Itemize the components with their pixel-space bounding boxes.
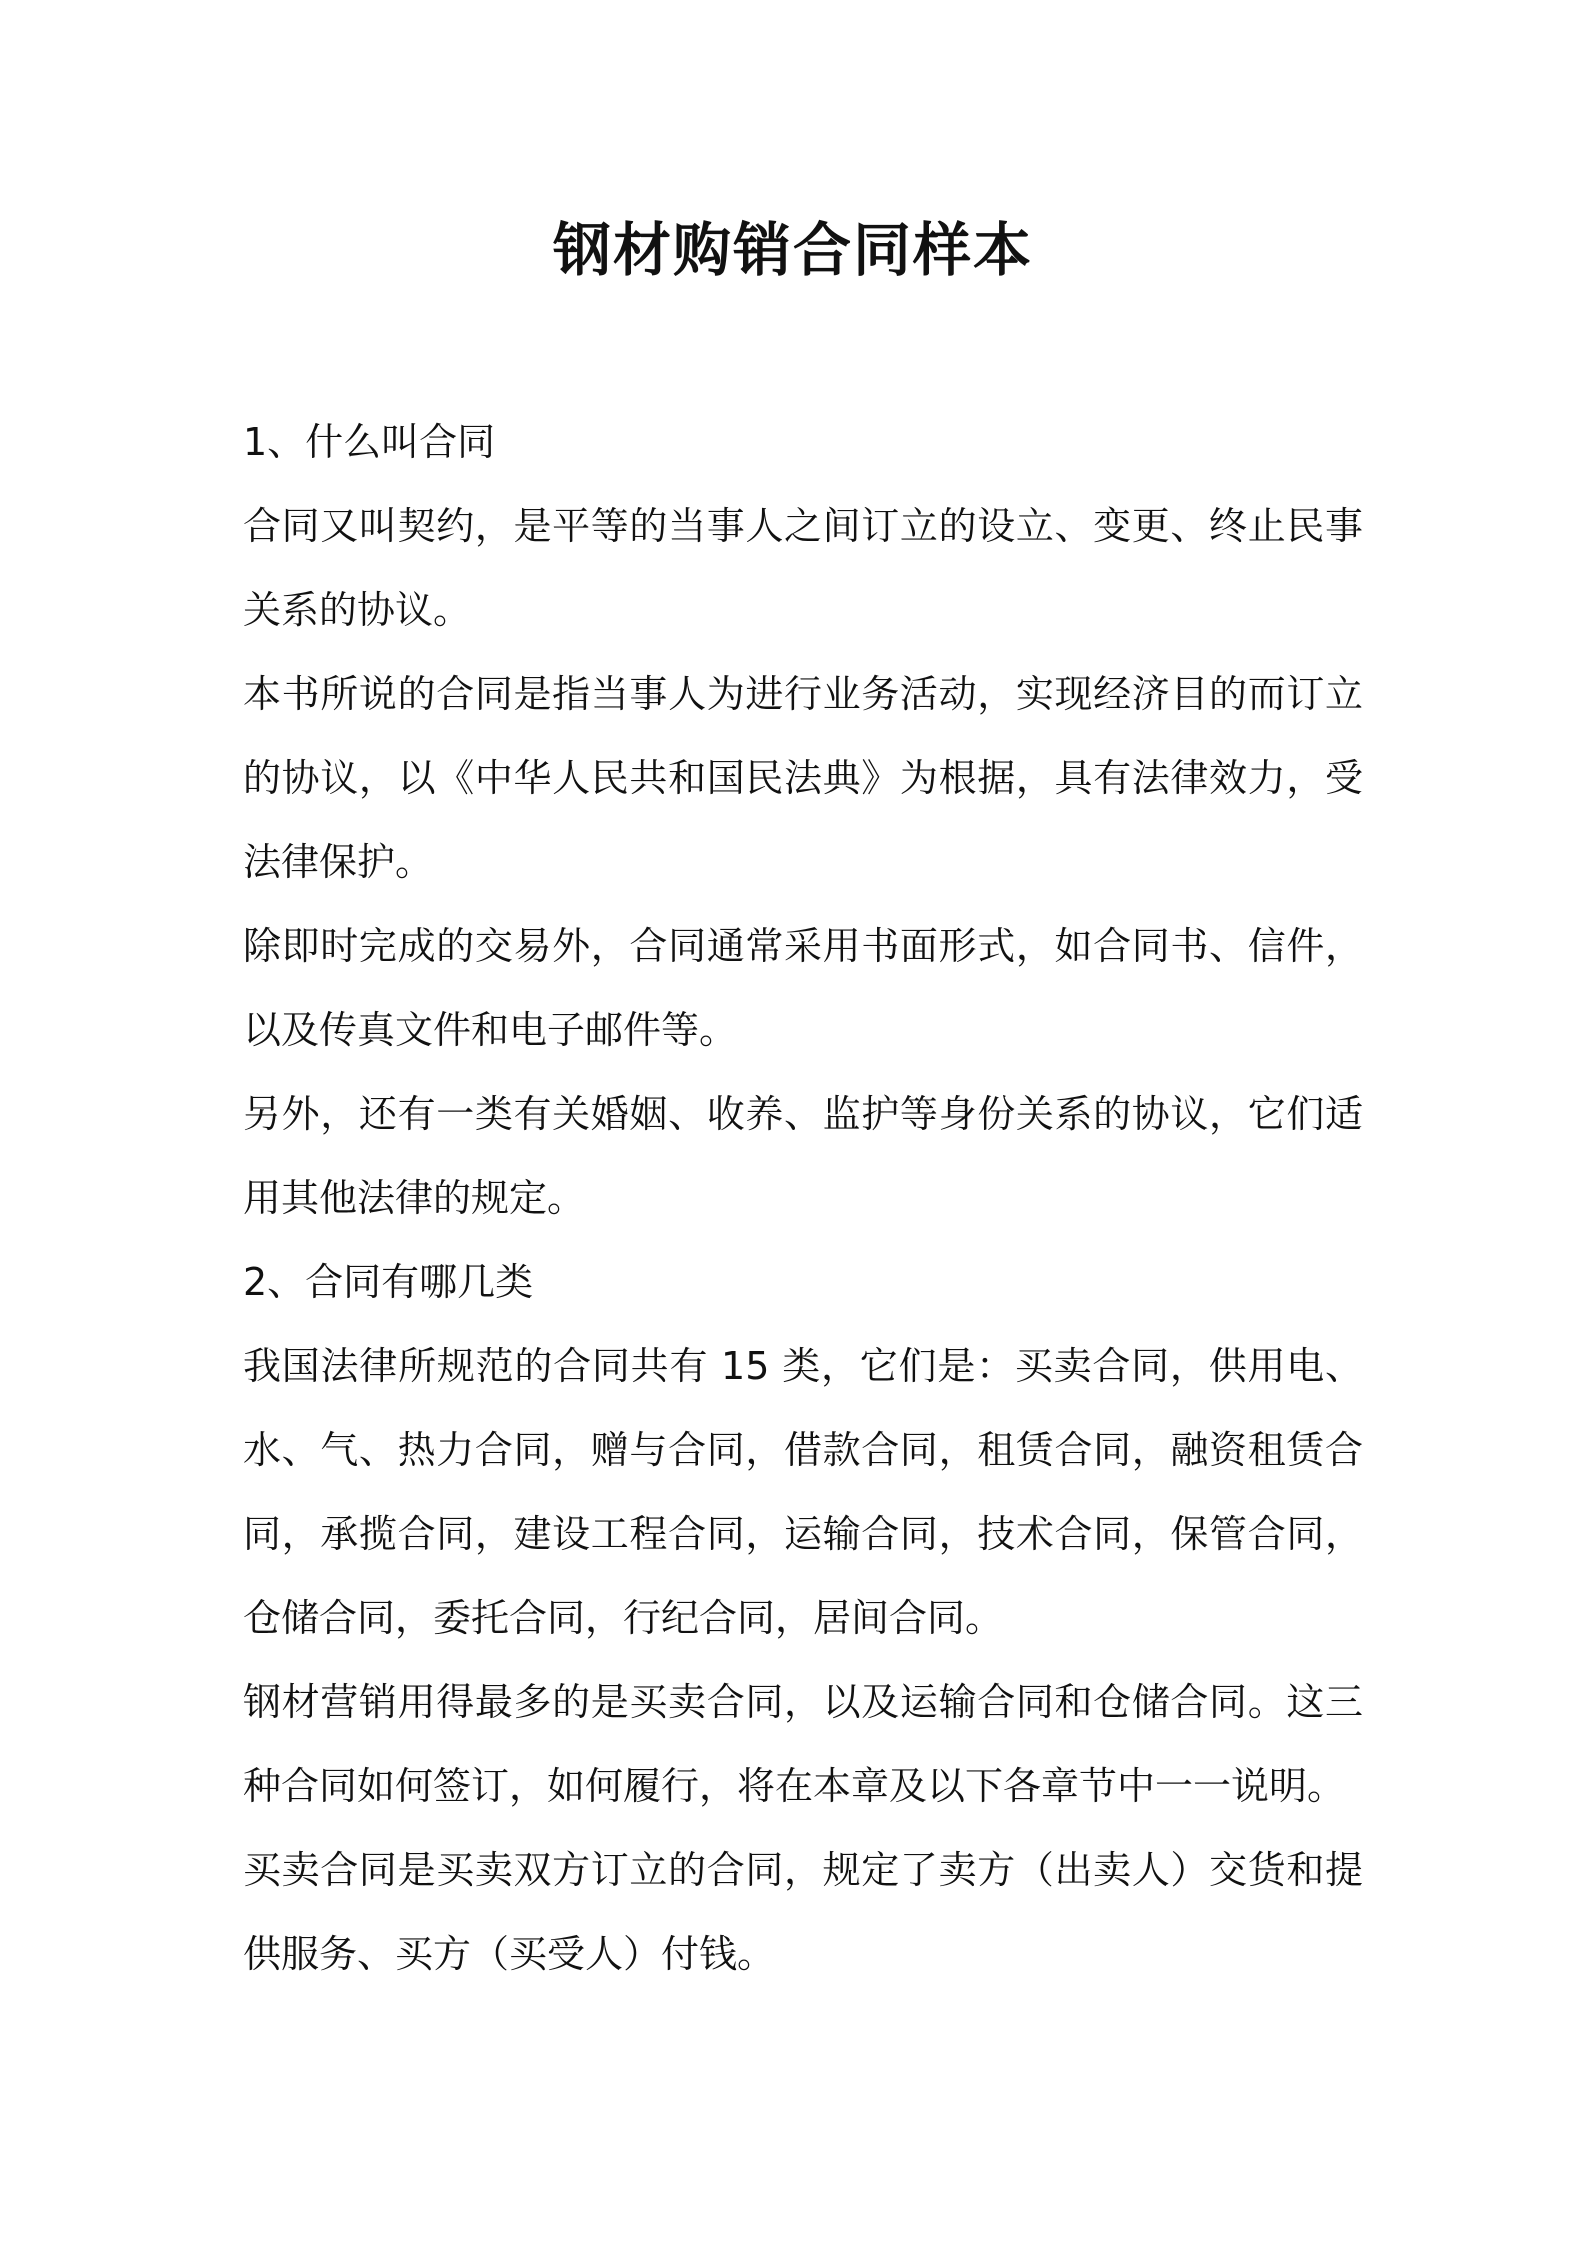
paragraph: 本书所说的合同是指当事人为进行业务活动，实现经济目的而订立的协议，以《中华人民共和国民法典》为根据，具有法律效力，受法律保护。 (243, 672, 1363, 884)
section-heading-1: 1、什么叫合同 (243, 420, 496, 464)
paragraph: 买卖合同是买卖双方订立的合同，规定了卖方（出卖人）交货和提供服务、买方（买受人）付钱。 (243, 1848, 1363, 1976)
document-title: 钢材购销合同样本 (552, 216, 1033, 284)
paragraph: 除即时完成的交易外，合同通常采用书面形式，如合同书、信件，以及传真文件和电子邮件等。 (243, 924, 1363, 1052)
document-body (243, 400, 1363, 1996)
paragraph: 合同又叫契约，是平等的当事人之间订立的设立、变更、终止民事关系的协议。 (243, 504, 1363, 632)
paragraph: 钢材营销用得最多的是买卖合同，以及运输合同和仓储合同。这三种合同如何签订，如何履行，将在本章及以下各章节中一一说明。 (243, 1680, 1363, 1808)
section-heading-2: 2、合同有哪几类 (243, 1260, 534, 1304)
paragraph: 另外，还有一类有关婚姻、收养、监护等身份关系的协议，它们适用其他法律的规定。 (243, 1092, 1363, 1220)
paragraph: 我国法律所规范的合同共有 15 类，它们是：买卖合同，供用电、水、气、热力合同，赠与合同，借款合同，租赁合同，融资租赁合同，承揽合同，建设工程合同，运输合同，技术合同，保管合同，仓储合同，委托合同，行纪合同，居间合同。 (243, 1344, 1363, 1640)
